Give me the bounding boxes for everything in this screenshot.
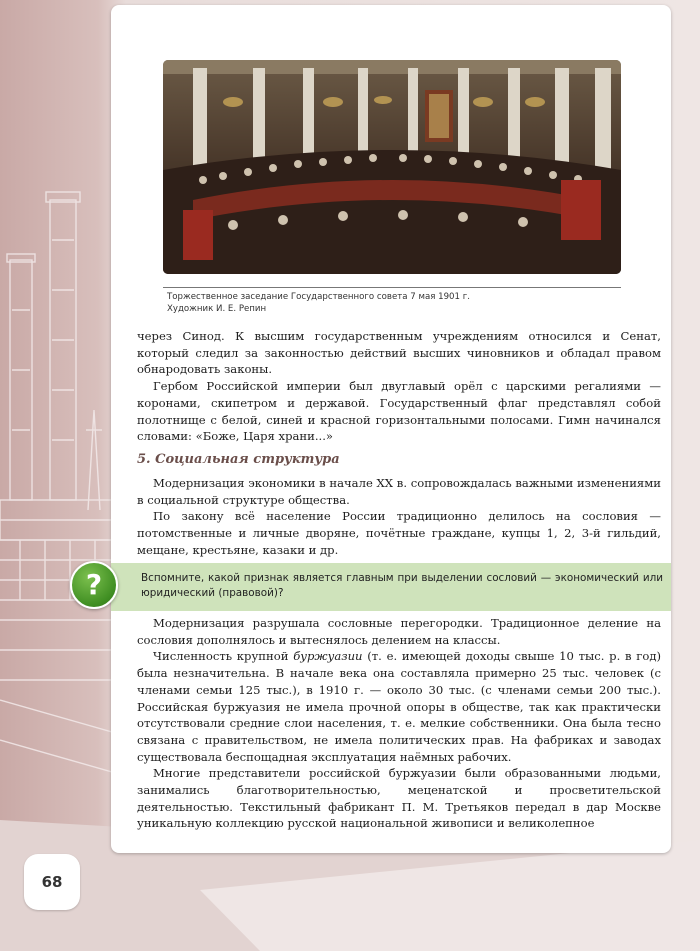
section-title: 5. Социальная структура	[137, 452, 340, 467]
caption-artist: Художник И. Е. Репин	[167, 304, 267, 314]
paragraph-classes: Модернизация разрушала сословные перегородки. Традиционное деление на сословия дополнялось и вытеснялось делением на классы.	[137, 616, 661, 647]
painting-illustration	[163, 60, 621, 274]
page-number: 68	[24, 854, 80, 910]
textbook-page	[111, 5, 671, 853]
caption-divider	[163, 287, 621, 288]
question-text: Вспомните, какой признак является главным при выделении сословий — экономический или юридический (правовой)?	[141, 572, 663, 599]
paragraph-bourgeoisie	[137, 648, 661, 765]
state-council-painting	[163, 60, 621, 274]
figure-caption	[167, 291, 623, 315]
paragraph-estates: По закону всё население России традиционно делилось на сословия — потомственные и личные дворяне, почётные граждане, купцы 1, 2, 3-й гильдий, мещане, крестьяне, казаки и др.	[137, 509, 661, 557]
text-block-bottom	[137, 615, 661, 832]
question-mark-icon: ?	[70, 561, 118, 609]
question-box	[111, 563, 671, 611]
paragraph-patrons: Многие представители российской буржуазии были образованными людьми, занимались благотворительностью, меценатской и просветительской деятельностью. Текстильный фабрикант П. М. Третьяков передал в дар Москве уникальную коллекцию русской национальной живописи и великолепное	[137, 766, 661, 831]
paragraph-modernization: Модернизация экономики в начале XX в. сопровождалась важными изменениями в социальной структуре общества.	[137, 476, 661, 507]
caption-title: Торжественное заседание Государственного совета 7 мая 1901 г.	[167, 292, 470, 302]
text-block-middle	[137, 475, 661, 559]
paragraph-symbols: Гербом Российской империи был двуглавый орёл с царскими регалиями — коронами, скипетром и державой. Государственный флаг представлял собой полотнище с белой, синей и красной горизонтальными полосами. Гимн начинался словами: «Боже, Царя храни...»	[137, 379, 661, 444]
bourgeoisie-intro: Численность крупной	[153, 649, 294, 664]
text-block-top	[137, 328, 661, 445]
term-bourgeoisie: буржуазии	[293, 649, 363, 664]
paragraph-senate: через Синод. К высшим государственным учреждениям относился и Сенат, который следил за законностью действий высших чиновников и обладал правом обнародовать законы.	[137, 329, 661, 377]
bourgeoisie-body: (т. е. имеющей доходы свыше 10 тыс. р. в год) была незначительна. В начале века она составляла примерно 25 тыс. человек (с членами семьи 125 тыс.), в 1910 г. — около 30 тыс. (с членами семьи 200 тыс.). Российская буржуазия не имела прочной опоры в обществе, так как практически отсутствовали средние слои населения, т. е. мелкие собственники. Она была тесно связана с правительством, не имела политических прав. На фабриках и заводах существовала беспощадная эксплуатация наёмных рабочих.	[137, 649, 661, 764]
